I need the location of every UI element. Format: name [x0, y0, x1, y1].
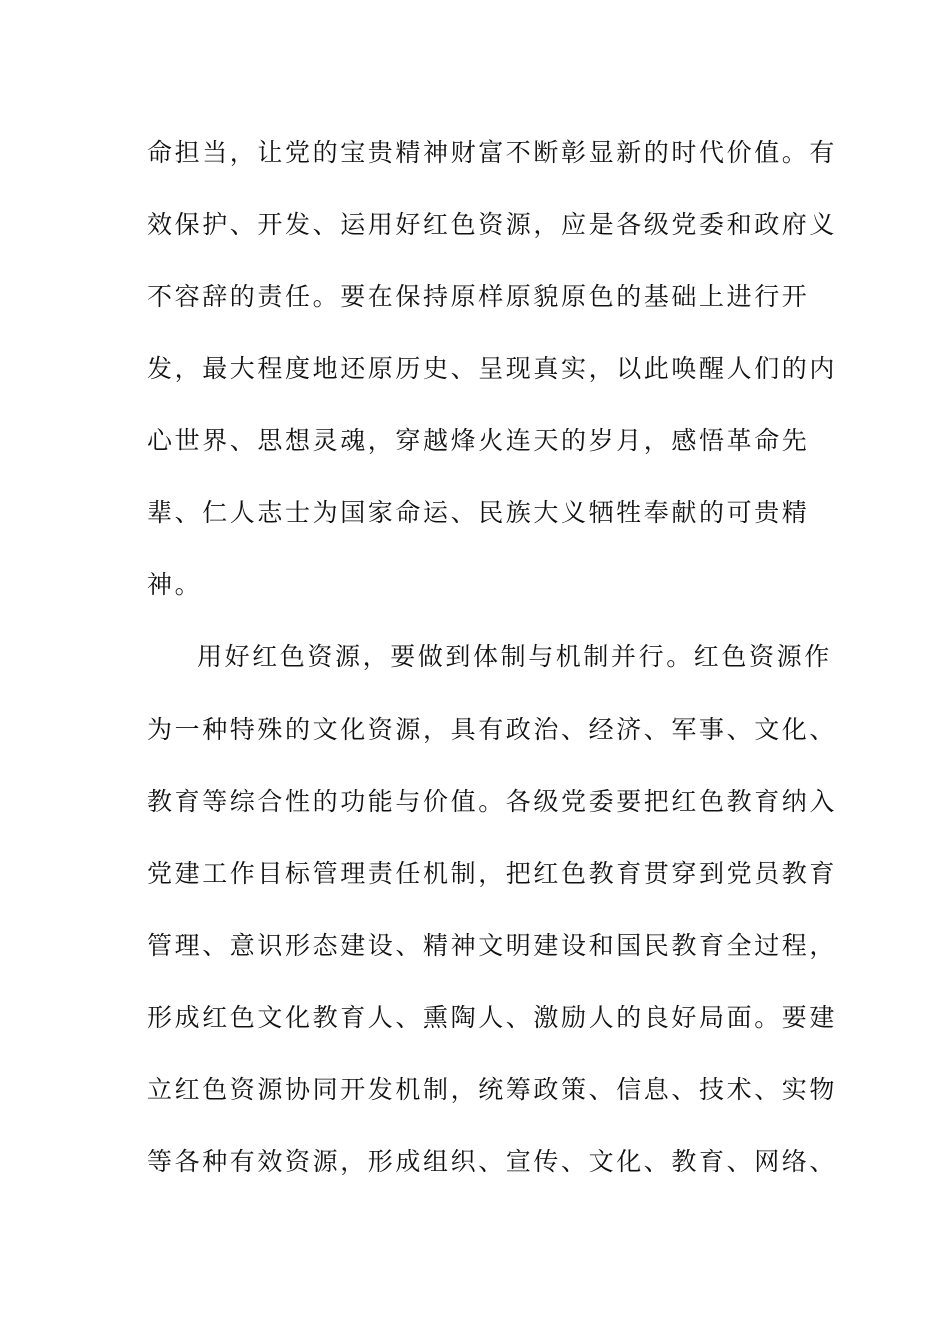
- text-line: 管理、意识形态建设、精神文明建设和国民教育全过程，: [147, 931, 838, 960]
- text-line: 教育等综合性的功能与价值。各级党委要把红色教育纳入: [147, 787, 838, 816]
- text-line: 辈、仁人志士为国家命运、民族大义牺牲奉献的可贵精: [147, 498, 810, 527]
- text-line: 效保护、开发、运用好红色资源，应是各级党委和政府义: [147, 210, 838, 239]
- text-line: 为一种特殊的文化资源，具有政治、经济、军事、文化、: [147, 715, 838, 744]
- text-line: 党建工作目标管理责任机制，把红色教育贯穿到党员教育: [147, 859, 838, 888]
- text-line: 神。: [147, 570, 203, 599]
- text-line: 形成红色文化教育人、熏陶人、激励人的良好局面。要建: [147, 1003, 838, 1032]
- text-line: 发，最大程度地还原历史、呈现真实，以此唤醒人们的内: [147, 354, 838, 383]
- text-line: 不容辞的责任。要在保持原样原貌原色的基础上进行开: [147, 282, 810, 311]
- text-line: 命担当，让党的宝贵精神财富不断彰显新的时代价值。有: [147, 138, 838, 167]
- text-line: 心世界、思想灵魂，穿越烽火连天的岁月，感悟革命先: [147, 426, 810, 455]
- text-line: 用好红色资源，要做到体制与机制并行。红色资源作: [197, 642, 832, 671]
- text-line: 立红色资源协同开发机制，统筹政策、信息、技术、实物: [147, 1075, 838, 1104]
- text-line: 等各种有效资源，形成组织、宣传、文化、教育、网络、: [147, 1147, 838, 1176]
